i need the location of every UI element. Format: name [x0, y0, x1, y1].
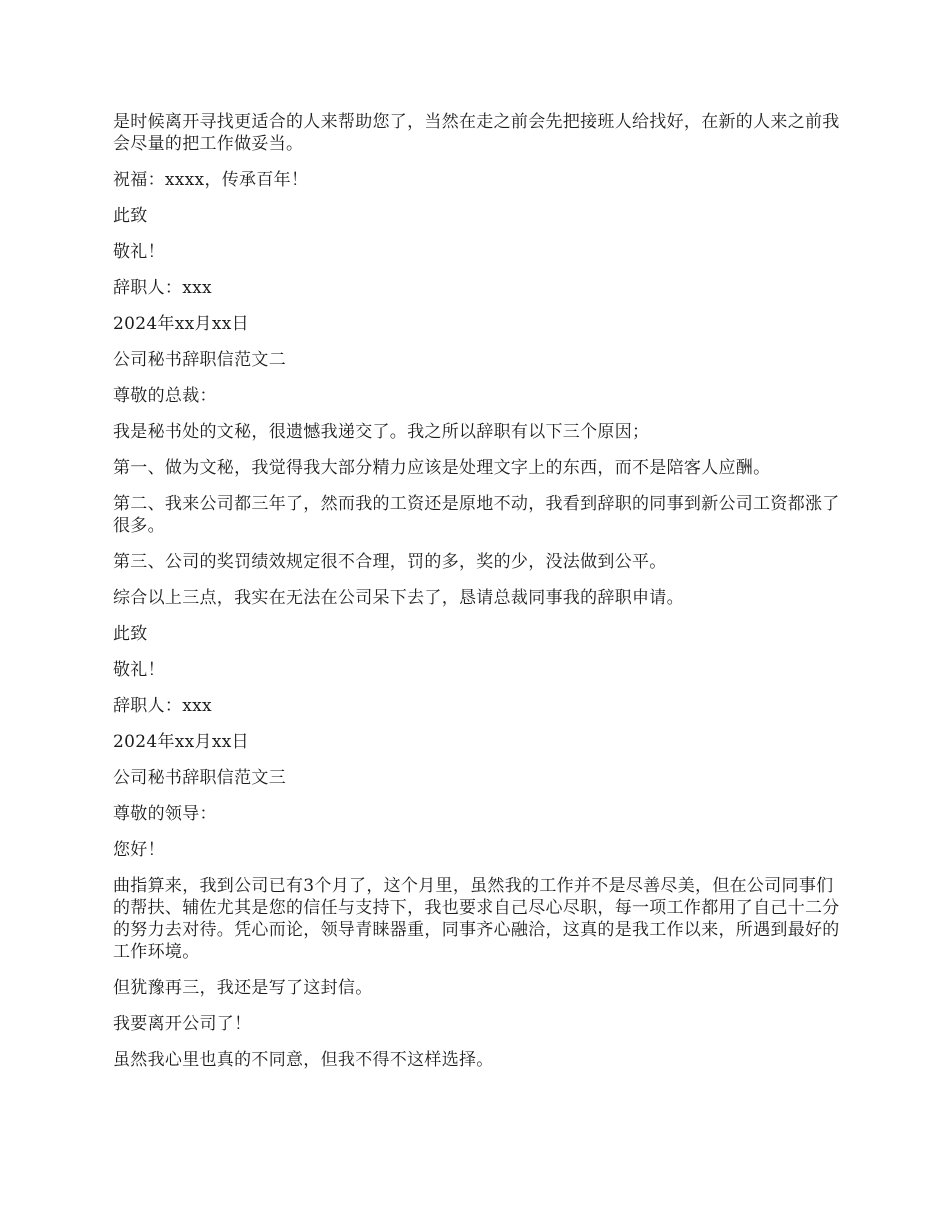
- paragraph-greeting: 尊敬的总裁：: [113, 386, 217, 406]
- paragraph-signature: 辞职人：xxx: [113, 696, 212, 716]
- paragraph-body: 虽然我心里也真的不同意，但我不得不这样选择。: [113, 1050, 494, 1070]
- section-title-three: 公司秘书辞职信范文三: [113, 768, 286, 788]
- paragraph-body: 综合以上三点，我实在无法在公司呆下去了，恳请总裁同事我的辞职申请。: [113, 588, 684, 608]
- paragraph-date: 2024年xx月xx日: [113, 732, 249, 752]
- paragraph-reason-three: 第三、公司的奖罚绩效规定很不合理，罚的多，奖的少，没法做到公平。: [113, 552, 667, 572]
- paragraph-date: 2024年xx月xx日: [113, 314, 249, 334]
- document-page: [113, 111, 843, 1085]
- section-title-two: 公司秘书辞职信范文二: [113, 350, 286, 370]
- paragraph-intro-continuation: 是时候离开寻找更适合的人来帮助您了，当然在走之前会先把接班人给找好，在新的人来之前我会尽量的把工作做妥当。: [113, 112, 840, 154]
- paragraph-closing-regards: 敬礼！: [113, 242, 165, 262]
- paragraph-closing-salute: 此致: [113, 624, 148, 644]
- paragraph-reason-two: 第二、我来公司都三年了，然而我的工资还是原地不动，我看到辞职的同事到新公司工资都涨了很多。: [113, 494, 840, 536]
- paragraph-body: 我要离开公司了！: [113, 1014, 252, 1034]
- paragraph-reason-one: 第一、做为文秘，我觉得我大部分精力应该是处理文字上的东西，而不是陪客人应酬。: [113, 458, 771, 478]
- paragraph-body: 我是秘书处的文秘，很遗憾我递交了。我之所以辞职有以下三个原因；: [113, 422, 650, 442]
- paragraph-signature: 辞职人：xxx: [113, 278, 212, 298]
- paragraph-blessing: 祝福：xxxx，传承百年！: [113, 170, 309, 190]
- paragraph-hello: 您好！: [113, 840, 165, 860]
- paragraph-greeting: 尊敬的领导：: [113, 804, 217, 824]
- paragraph-closing-salute: 此致: [113, 206, 148, 226]
- paragraph-body: 曲指算来，我到公司已有3个月了，这个月里，虽然我的工作并不是尽善尽美，但在公司同事们的帮扶、辅佐尤其是您的信任与支持下，我也要求自己尽心尽职，每一项工作都用了自己十二分的努力去对待。凭心而论，领导青睐器重，同事齐心融洽，这真的是我工作以来，所遇到最好的工作环境。: [113, 876, 840, 962]
- paragraph-closing-regards: 敬礼！: [113, 660, 165, 680]
- paragraph-body: 但犹豫再三，我还是写了这封信。: [113, 978, 373, 998]
